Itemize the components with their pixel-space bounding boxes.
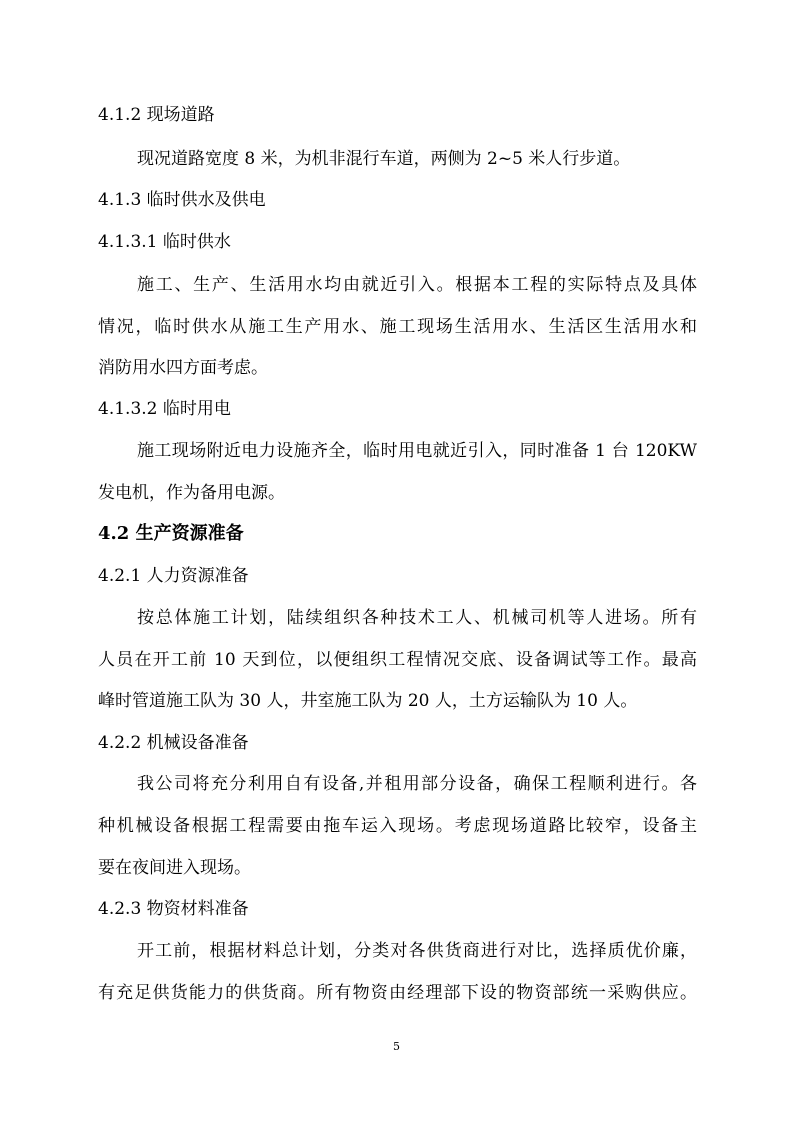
section-heading-4-2-3: 4.2.3 物资材料准备 <box>98 899 249 919</box>
paragraph-line: 种机械设备根据工程需要由拖车运入现场。考虑现场道路比较窄，设备主 <box>98 816 697 836</box>
paragraph-line: 我公司将充分利用自有设备,并租用部分设备，确保工程顺利进行。各 <box>137 774 697 794</box>
section-heading-4-1-3: 4.1.3 临时供水及供电 <box>98 190 266 210</box>
paragraph-line: 峰时管道施工队为 30 人，井室施工队为 20 人，土方运输队为 10 人。 <box>98 691 638 711</box>
paragraph-line: 情况，临时供水从施工生产用水、施工现场生活用水、生活区生活用水和 <box>98 317 697 337</box>
section-heading-4-1-2: 4.1.2 现场道路 <box>98 105 215 125</box>
page-number: 5 <box>393 1040 400 1053</box>
paragraph-line: 施工现场附近电力设施齐全，临时用电就近引入，同时准备 1 台 120KW <box>137 441 697 461</box>
section-heading-4-2-2: 4.2.2 机械设备准备 <box>98 733 249 753</box>
paragraph-line: 人员在开工前 10 天到位，以便组织工程情况交底、设备调试等工作。最高 <box>98 650 697 670</box>
paragraph-line: 发电机，作为备用电源。 <box>98 483 285 503</box>
paragraph-line: 开工前，根据材料总计划，分类对各供货商进行对比，选择质优价廉， <box>137 941 697 961</box>
paragraph-line: 消防用水四方面考虑。 <box>98 358 268 378</box>
section-heading-4-2-1: 4.2.1 人力资源准备 <box>98 566 249 586</box>
paragraph-line: 施工、生产、生活用水均由就近引入。根据本工程的实际特点及具体 <box>137 275 697 295</box>
paragraph-line: 要在夜间进入现场。 <box>98 858 251 878</box>
paragraph-line: 有充足供货能力的供货商。所有物资由经理部下设的物资部统一采购供应。 <box>98 983 697 1003</box>
section-heading-4-1-3-1: 4.1.3.1 临时供水 <box>98 232 231 252</box>
paragraph-line: 现况道路宽度 8 米，为机非混行车道，两侧为 2~5 米人行步道。 <box>137 149 631 169</box>
section-heading-4-2: 4.2 生产资源准备 <box>98 523 244 544</box>
paragraph-line: 按总体施工计划，陆续组织各种技术工人、机械司机等人进场。所有 <box>137 608 697 628</box>
section-heading-4-1-3-2: 4.1.3.2 临时用电 <box>98 399 231 419</box>
